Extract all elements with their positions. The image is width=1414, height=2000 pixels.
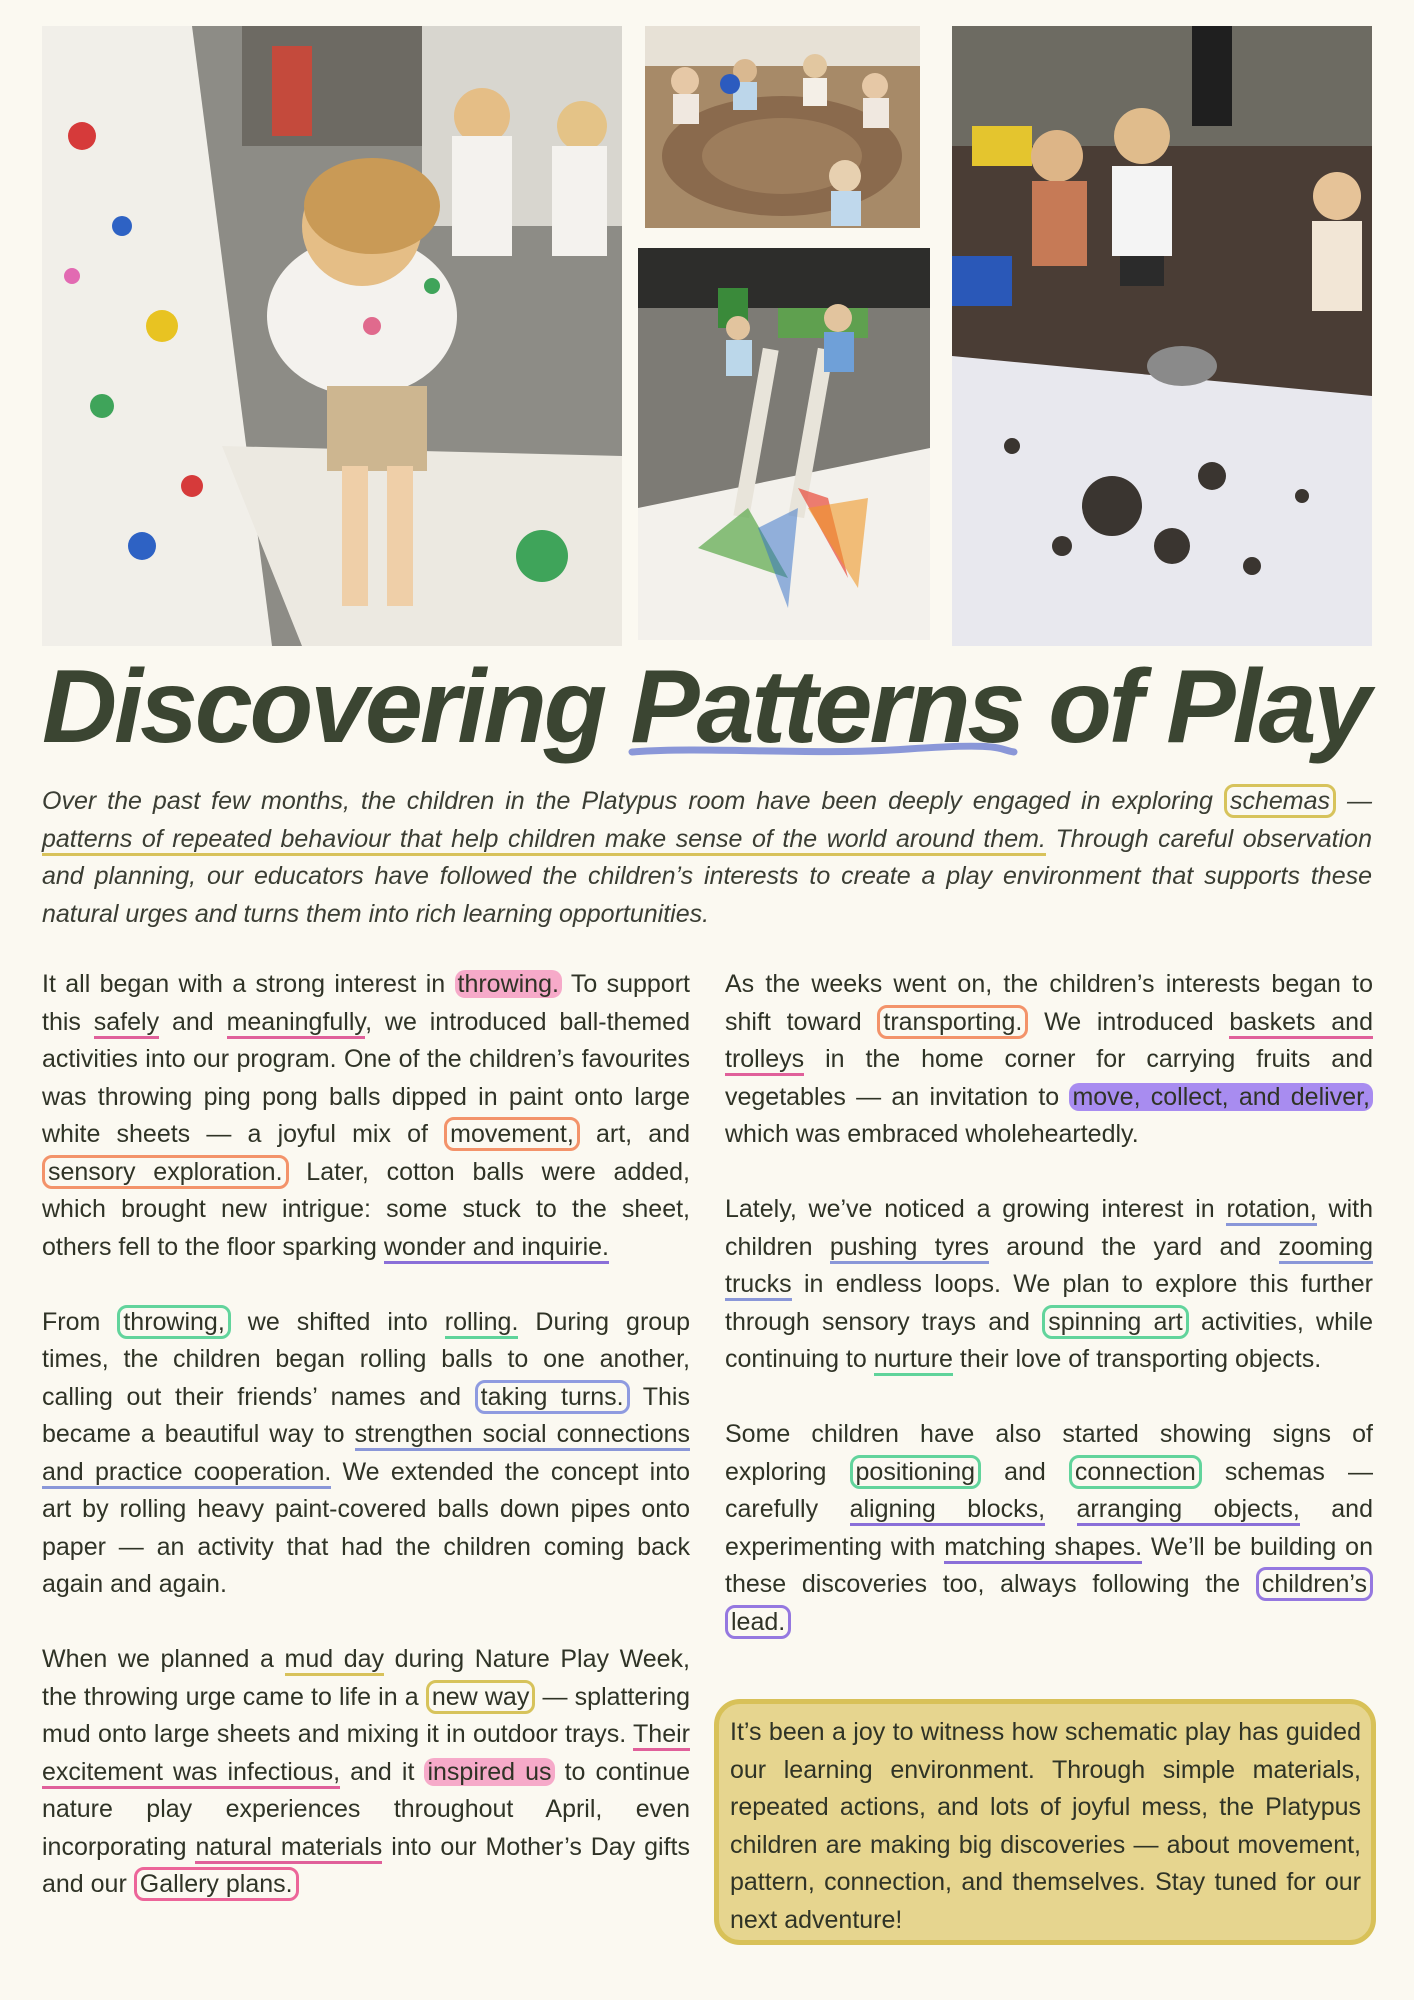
highlight-schemas: schemas bbox=[1224, 784, 1336, 818]
highlight-throwing: throwing. bbox=[455, 970, 562, 998]
highlight-arranging-objects: arranging objects, bbox=[1077, 1495, 1300, 1526]
page-title: Discovering Patterns of Play bbox=[42, 649, 1369, 765]
highlight-zooming-trucks: zooming trucks bbox=[725, 1233, 1373, 1302]
highlight-gallery-plans: Gallery plans. bbox=[134, 1867, 299, 1901]
highlight-childrens-lead: children’s lead. bbox=[725, 1567, 1373, 1639]
highlight-nurture: nurture bbox=[874, 1345, 953, 1376]
closing-note-box bbox=[714, 1699, 1376, 1945]
highlight-pushing-tyres: pushing tyres bbox=[830, 1233, 989, 1264]
highlight-new-way: new way bbox=[426, 1680, 535, 1714]
highlight-inspired-us: inspired us bbox=[424, 1758, 554, 1786]
highlight-movement: movement, bbox=[444, 1117, 580, 1151]
paragraph-rolling: From throwing, we shifted into rolling. During group times, the children began rolling balls to one another, calling out their friends’ names and taking turns. This became a beautiful way to strengthen social connections and practice cooperation. We extended the concept into art by rolling heavy paint-covered balls down pipes onto paper — an activity that had the children coming back again and again. bbox=[42, 1304, 690, 1604]
paragraph-mud-day: When we planned a mud day during Nature Play Week, the throwing urge came to life in a new way — splattering mud onto large sheets and mixing it in outdoor trays. Their excitement was infectious, and it inspired us to continue nature play experiences throughout April, even incorporating natural materials into our Mother’s Day gifts and our Gallery plans. bbox=[42, 1641, 690, 1904]
photo-paint-throwing bbox=[42, 26, 622, 646]
photo-paint-pipes bbox=[638, 248, 930, 640]
highlight-taking-turns: taking turns. bbox=[475, 1380, 630, 1414]
highlight-wonder: wonder and inquirie. bbox=[384, 1233, 609, 1264]
closing-paragraph: It’s been a joy to witness how schematic play has guided our learning environment. Through simple materials, repeated actions, and lots of joyful mess, the Platypus children are making big discoveries — about movement, pattern, connection, and themselves. Stay tuned for our next adventure! bbox=[730, 1718, 1361, 1934]
highlight-transporting: transporting. bbox=[877, 1005, 1028, 1039]
title-underline-scribble bbox=[628, 740, 1018, 760]
paragraph-transporting: As the weeks went on, the children’s interests began to shift toward transporting. We introduced baskets and trolleys in the home corner for carrying fruits and vegetables — an invitation to move, collect, and deliver, which was embraced wholeheartedly. bbox=[725, 970, 1373, 1148]
photo-mud-day bbox=[952, 26, 1372, 646]
highlight-sensory-exploration: sensory exploration. bbox=[42, 1155, 289, 1189]
paragraph-positioning: Some children have also started showing signs of exploring positioning and connection schemas — carefully aligning blocks, arranging objects, and experimenting with matching shapes. We’ll be building on these discoveries too, always following the children’s lead. bbox=[725, 1416, 1373, 1641]
highlight-baskets-trolleys: baskets and trolleys bbox=[725, 1008, 1373, 1077]
paragraph-throwing: It all began with a strong interest in throwing. To support this safely and meaningfully, we introduced ball-themed activities into our program. One of the children’s favourites was throwing ping pong balls dipped in paint onto large white sheets — a joyful mix of movement, art, and sensory exploration. Later, cotton balls were added, which brought new intrigue: some stuck to the sheet, others fell to the floor sparking wonder and inquirie. bbox=[42, 966, 690, 1266]
highlight-spinning-art: spinning art bbox=[1042, 1305, 1189, 1339]
highlight-connection: connection bbox=[1069, 1455, 1202, 1489]
highlight-safely: safely bbox=[94, 1008, 159, 1039]
highlight-matching-shapes: matching shapes. bbox=[944, 1533, 1142, 1564]
photo-circle-time bbox=[645, 26, 920, 228]
highlight-throwing-2: throwing, bbox=[117, 1305, 230, 1339]
intro-paragraph: Over the past few months, the children in the Platypus room have been deeply engaged in exploring schemas — patterns of repeated behaviour that help children make sense of the world around them. Through careful observation and planning, our educators have followed the children’s interests to create a play environment that supports these natural urges and turns them into rich learning opportunities. bbox=[42, 783, 1372, 933]
highlight-social-connections: strengthen social connections and practice cooperation. bbox=[42, 1420, 690, 1489]
paragraph-rotation: Lately, we’ve noticed a growing interest in rotation, with children pushing tyres around the yard and zooming trucks in endless loops. We plan to explore this further through sensory trays and spinning art activities, while continuing to nurture their love of transporting objects. bbox=[725, 1191, 1373, 1379]
highlight-excitement: Their excitement was infectious, bbox=[42, 1720, 690, 1789]
highlight-schema-definition: patterns of repeated behaviour that help children make sense of the world around them. bbox=[42, 825, 1046, 856]
highlight-positioning: positioning bbox=[850, 1455, 982, 1489]
highlight-rotation: rotation, bbox=[1226, 1195, 1316, 1226]
highlight-rolling: rolling. bbox=[445, 1308, 519, 1339]
highlight-mud-day: mud day bbox=[285, 1645, 385, 1676]
highlight-aligning-blocks: aligning blocks, bbox=[850, 1495, 1045, 1526]
highlight-move-collect-deliver: move, collect, and deliver, bbox=[1069, 1083, 1373, 1111]
highlight-meaningfully: meaningfully bbox=[227, 1008, 366, 1039]
left-column bbox=[42, 966, 690, 1941]
highlight-natural-materials: natural materials bbox=[195, 1833, 382, 1864]
right-column bbox=[725, 966, 1373, 1679]
